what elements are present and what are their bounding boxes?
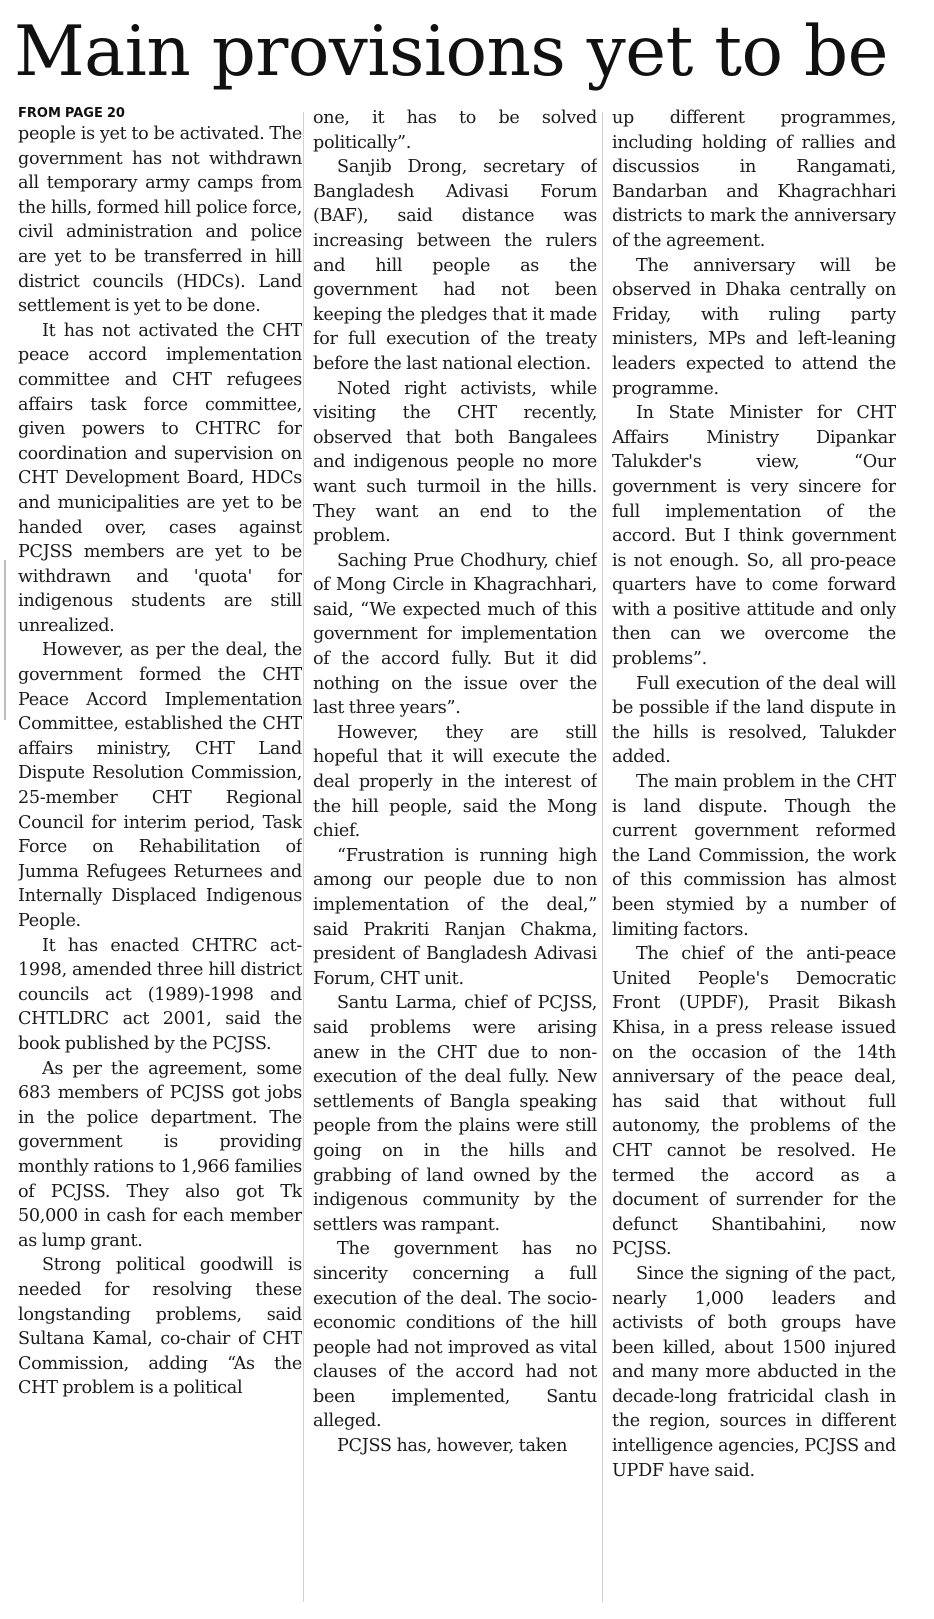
paragraph: “Frustration is running high among our people due to non implementation of the deal,” said Prakriti Ranjan Chakma, president of Bangladesh Adivasi Forum, CHT unit. (313, 845, 597, 989)
article-column-2 (313, 106, 597, 1606)
paragraph: Full execution of the deal will be possible if the land dispute in the hills is resolved, Talukder added. (612, 673, 896, 768)
paragraph: It has enacted CHTRC act-1998, amended three hill district councils act (1989)-1998 and CHTLDRC act 2001, said the book published by the PCJSS. (18, 935, 302, 1054)
paragraph: In State Minister for CHT Affairs Ministry Dipankar Talukder's view, “Our government is very sincere for full implementation of the accord. But I think government is not enough. So, all pro-peace quarters have to come forward with a positive attitude and only then can we overcome the problems”. (612, 403, 896, 670)
page-edge-mark (4, 560, 6, 720)
paragraph: The chief of the anti-peace United People's Democratic Front (UPDF), Prasit Bikash Khisa, in a press release issued on the occasion of the 14th anniversary of the peace deal, has said that without full autonomy, the problems of the CHT cannot be resolved. He termed the accord as a document of surrender for the defunct Shantibahini, now PCJSS. (612, 944, 896, 1260)
paragraph: The main problem in the CHT is land dispute. Though the current government reformed the Land Commission, the work of this commission has almost been stymied by a number of limiting factors. (612, 772, 896, 940)
paragraph: Noted right activists, while visiting the CHT recently, observed that both Bangalees and indigenous people no more want such turmoil in the hills. They want an end to the problem. (313, 378, 597, 547)
paragraph: Sanjib Drong, secretary of Bangladesh Adivasi Forum (BAF), said distance was increasing between the rulers and hill people as the government had not been keeping the pledges that it made for full execution of the treaty before the last national election. (313, 157, 597, 374)
jump-label: FROM PAGE 20 (18, 106, 125, 121)
paragraph: However, they are still hopeful that it will execute the deal properly in the interest of the hill people, said the Mong chief. (313, 722, 597, 842)
paragraph: people is yet to be activated. The government has not withdrawn all temporary army camps from the hills, formed hill police force, civil administration and police are yet to be transferred in hill district councils (HDCs). Land settlement is yet to be done. (18, 124, 302, 317)
paragraph: PCJSS has, however, taken (337, 1436, 568, 1457)
article-column-1 (18, 106, 302, 1606)
paragraph: It has not activated the CHT peace accord implementation committee and CHT refugees affairs task force committee, given powers to CHTRC for coordination and supervision on CHT Development Board, HDCs and municipalities are yet to be handed over, cases against PCJSS members are yet to be withdrawn and 'quota' for indigenous students are still unrealized. (18, 320, 302, 636)
paragraph: Santu Larma, chief of PCJSS, said problems were arising anew in the CHT due to non-execution of the deal fully. New settlements of Bangla speaking people from the plains were still going on in the hills and grabbing of land owned by the indigenous community by the settlers was rampant. (313, 993, 597, 1235)
paragraph: The government has no sincerity concerning a full execution of the deal. The socio-economic conditions of the hill people had not improved as vital clauses of the accord had not been implemented, Santu alleged. (313, 1239, 597, 1432)
column-divider (602, 112, 603, 1602)
paragraph: Strong political goodwill is needed for resolving these longstanding problems, said Sultana Kamal, co-chair of CHT Commission, adding “As the CHT problem is a political (18, 1255, 302, 1399)
paragraph: However, as per the deal, the government formed the CHT Peace Accord Implementation Committee, established the CHT affairs ministry, CHT Land Dispute Resolution Commission, 25-member CHT Regional Council for interim period, Task Force on Rehabilitation of Jumma Refugees Returnees and Internally Displaced Indigenous People. (18, 640, 302, 931)
paragraph: one, it has to be solved politically”. (313, 108, 597, 153)
paragraph: Since the signing of the pact, nearly 1,000 leaders and activists of both groups have been killed, about 1500 injured and many more abducted in the decade-long fratricidal clash in the region, sources in different intelligence agencies, PCJSS and UPDF have said. (612, 1263, 896, 1481)
paragraph: As per the agreement, some 683 members of PCJSS got jobs in the police department. The government is providing monthly rations to 1,966 families of PCJSS. They also got Tk 50,000 in cash for each member as lump grant. (18, 1058, 302, 1251)
paragraph: up different programmes, including holding of rallies and discussios in Rangamati, Bandarban and Khagrachhari districts to mark the anniversary of the agreement. (612, 108, 896, 251)
paragraph: Saching Prue Chodhury, chief of Mong Circle in Khagrachhari, said, “We expected much of this government for implementation of the accord fully. But it did nothing on the issue over the last three years”. (313, 550, 597, 719)
paragraph: The anniversary will be observed in Dhaka centrally on Friday, with ruling party ministers, MPs and left-leaning leaders expected to attend the programme. (612, 255, 896, 399)
column-divider (303, 112, 304, 1602)
article-headline: Main provisions yet to be (14, 12, 888, 92)
article-column-3 (612, 106, 896, 1606)
